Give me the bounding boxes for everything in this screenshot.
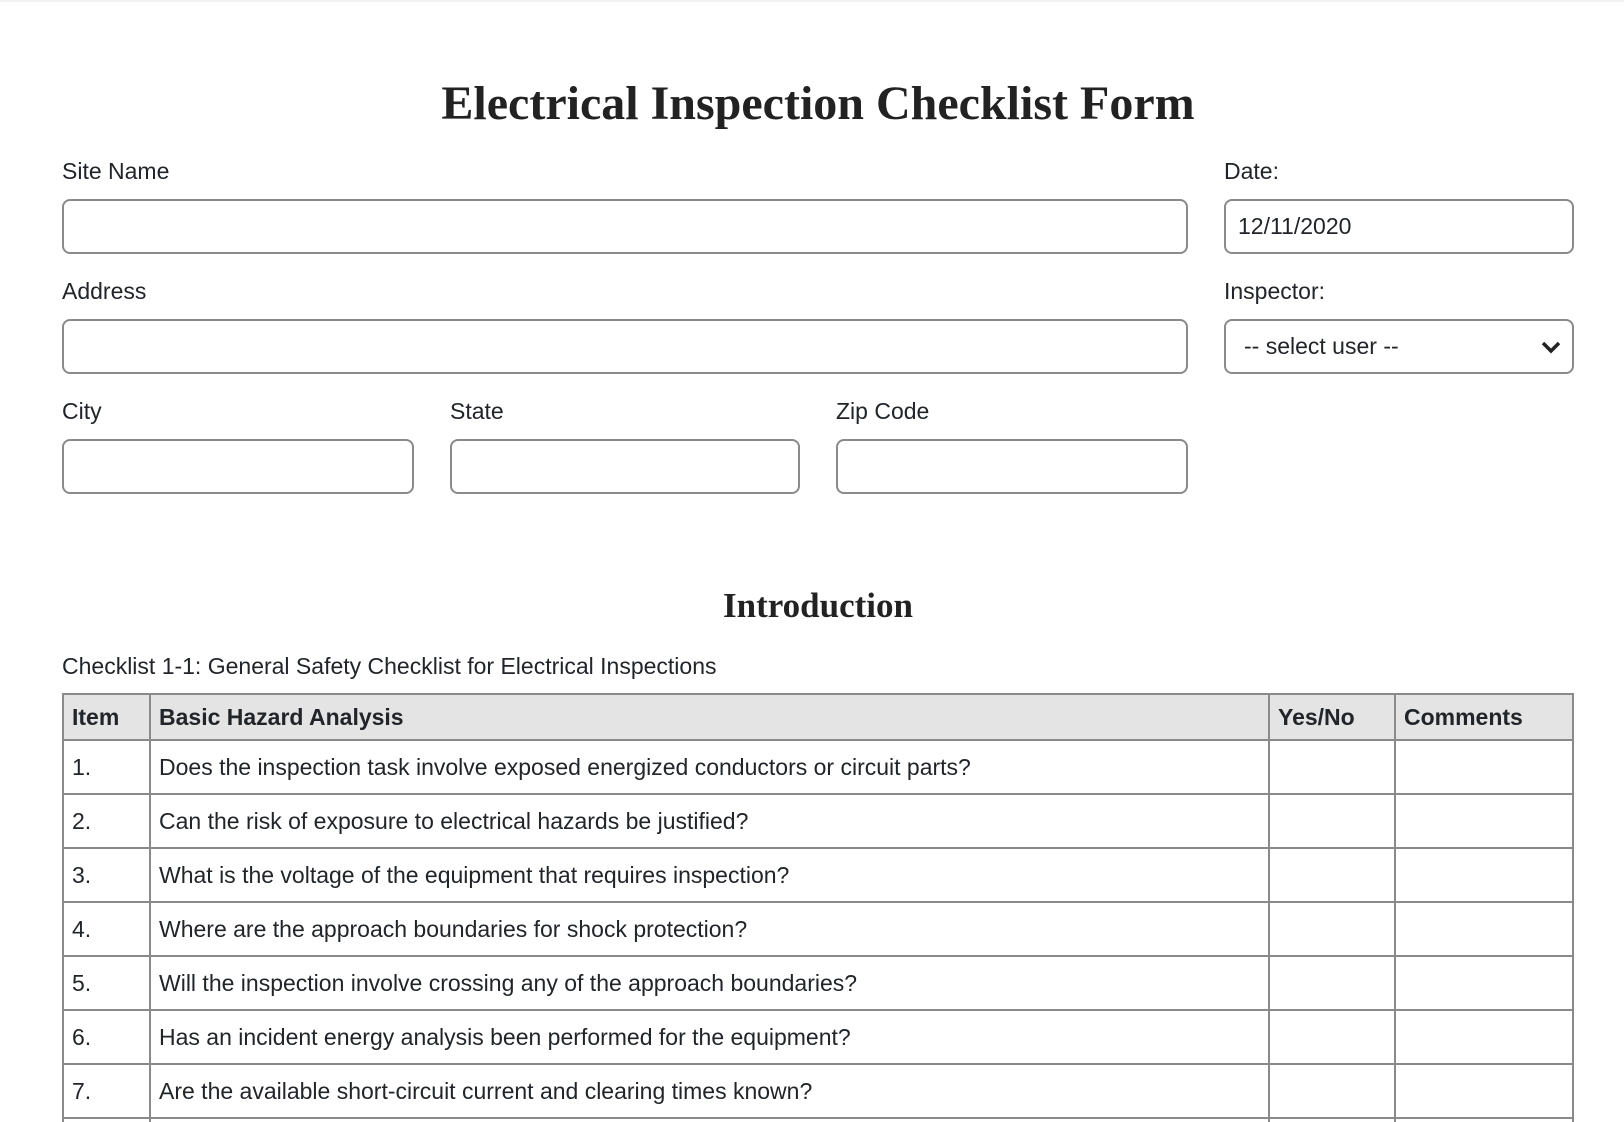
comments-cell[interactable] xyxy=(1395,740,1573,794)
table-row xyxy=(63,848,1573,902)
table-row xyxy=(63,956,1573,1010)
table-row xyxy=(63,1118,1573,1122)
hazard-question: Has an incident energy analysis been performed for the equipment? xyxy=(150,1010,1269,1064)
zip-input[interactable] xyxy=(836,439,1188,494)
comments-cell[interactable] xyxy=(1395,902,1573,956)
section-title: Introduction xyxy=(723,586,913,625)
header-item: Item xyxy=(63,694,150,740)
hazard-question: Can the risk of exposure to electrical hazards be justified? xyxy=(150,794,1269,848)
comments-cell[interactable] xyxy=(1395,1064,1573,1118)
comments-cell[interactable] xyxy=(1395,794,1573,848)
site-name-label: Site Name xyxy=(62,158,170,184)
item-number: 5. xyxy=(63,956,150,1010)
table-row xyxy=(63,1010,1573,1064)
state-input[interactable] xyxy=(450,439,800,494)
yes-no-cell[interactable] xyxy=(1269,740,1395,794)
header-hazard: Basic Hazard Analysis xyxy=(150,694,1269,740)
inspector-select[interactable] xyxy=(1224,319,1574,374)
table-row xyxy=(63,740,1573,794)
chevron-down-icon xyxy=(1540,340,1562,354)
table-row xyxy=(63,902,1573,956)
item-number: 3. xyxy=(63,848,150,902)
comments-cell[interactable] xyxy=(1395,1118,1573,1122)
item-number: 1. xyxy=(63,740,150,794)
yes-no-cell[interactable] xyxy=(1269,956,1395,1010)
zip-label: Zip Code xyxy=(836,398,930,424)
checklist-caption: Checklist 1-1: General Safety Checklist for Electrical Inspections xyxy=(62,653,717,679)
page-title: Electrical Inspection Checklist Form xyxy=(441,77,1195,130)
yes-no-cell[interactable] xyxy=(1269,902,1395,956)
yes-no-cell[interactable] xyxy=(1269,794,1395,848)
checklist-table xyxy=(62,693,1574,1122)
address-label: Address xyxy=(62,278,147,304)
item-number: 2. xyxy=(63,794,150,848)
inspector-selected-value: -- select user -- xyxy=(1244,333,1399,359)
table-header-row xyxy=(63,694,1573,740)
table-row xyxy=(63,794,1573,848)
comments-cell[interactable] xyxy=(1395,1010,1573,1064)
address-input[interactable] xyxy=(62,319,1188,374)
comments-cell[interactable] xyxy=(1395,956,1573,1010)
city-label: City xyxy=(62,398,102,424)
date-label: Date: xyxy=(1224,158,1279,184)
yes-no-cell[interactable] xyxy=(1269,1118,1395,1122)
item-number: 6. xyxy=(63,1010,150,1064)
site-name-input[interactable] xyxy=(62,199,1188,254)
hazard-question: Will the inspection involve crossing any of the approach boundaries? xyxy=(150,956,1269,1010)
hazard-question: Are the available short-circuit current and clearing times known? xyxy=(150,1064,1269,1118)
hazard-question: Where are the approach boundaries for shock protection? xyxy=(150,902,1269,956)
hazard-question xyxy=(150,1118,1269,1122)
item-number: 4. xyxy=(63,902,150,956)
header-yes-no: Yes/No xyxy=(1269,694,1395,740)
yes-no-cell[interactable] xyxy=(1269,1064,1395,1118)
date-input[interactable]: 12/11/2020 xyxy=(1224,199,1574,254)
table-row xyxy=(63,1064,1573,1118)
city-input[interactable] xyxy=(62,439,414,494)
header-comments: Comments xyxy=(1395,694,1573,740)
state-label: State xyxy=(450,398,504,424)
yes-no-cell[interactable] xyxy=(1269,848,1395,902)
item-number xyxy=(63,1118,150,1122)
hazard-question: Does the inspection task involve exposed energized conductors or circuit parts? xyxy=(150,740,1269,794)
inspector-label: Inspector: xyxy=(1224,278,1325,304)
yes-no-cell[interactable] xyxy=(1269,1010,1395,1064)
comments-cell[interactable] xyxy=(1395,848,1573,902)
item-number: 7. xyxy=(63,1064,150,1118)
hazard-question: What is the voltage of the equipment that requires inspection? xyxy=(150,848,1269,902)
